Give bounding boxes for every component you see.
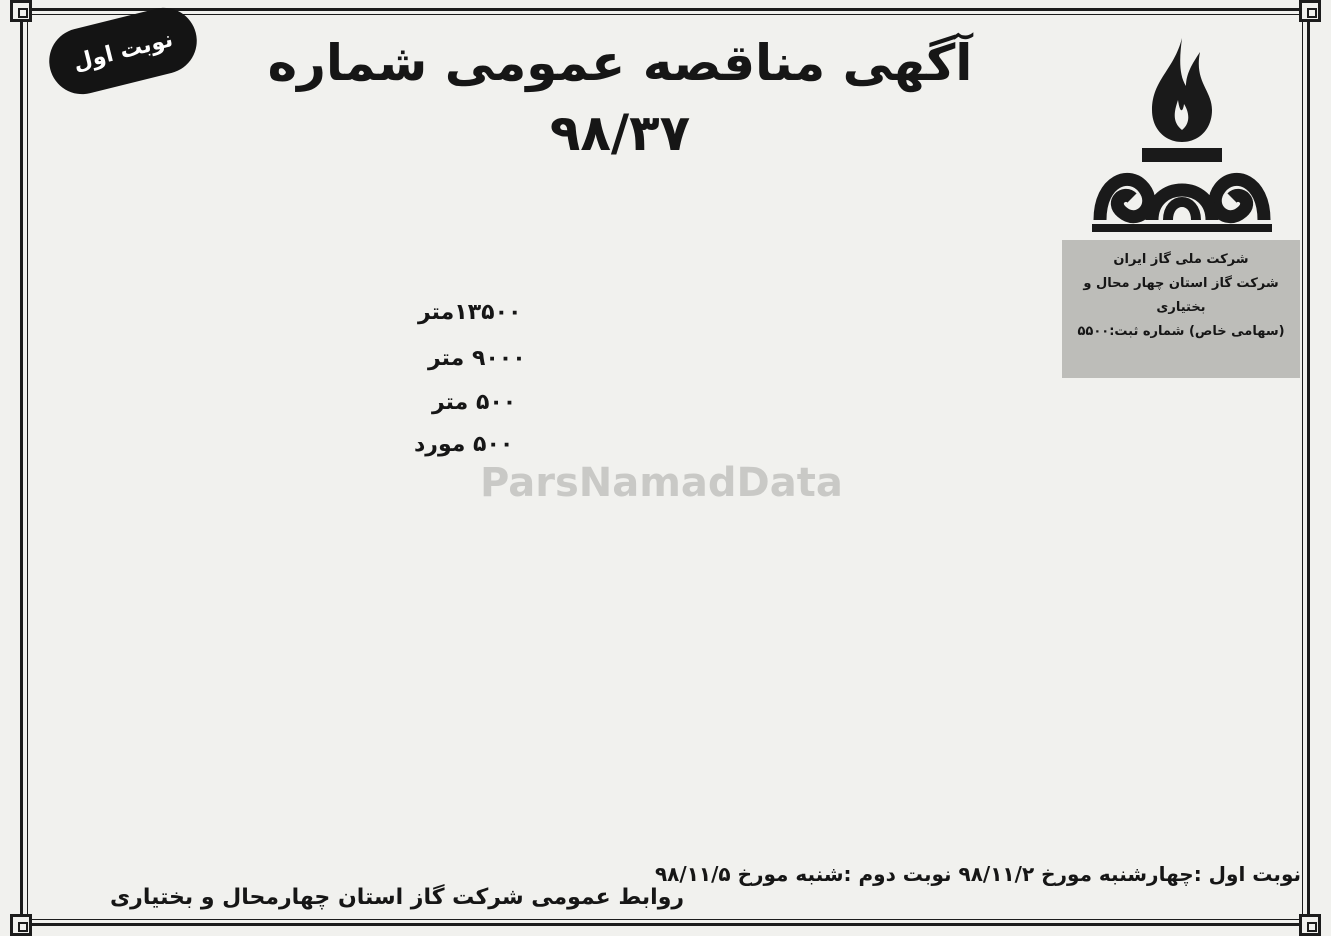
corner-ornament	[10, 0, 32, 22]
logo-line: شرکت ملی گاز ایران	[1113, 252, 1249, 267]
corner-ornament	[1299, 914, 1321, 936]
item-quantity: ۵۰۰ متر	[432, 390, 517, 415]
signature-line: روابط عمومی شرکت گاز استان چهارمحال و بختیاری	[110, 885, 685, 910]
watermark-text: ParsNamadData	[480, 460, 843, 506]
notice-round-badge: نوبت اول	[42, 1, 204, 101]
item-quantity: ۹۰۰۰ متر	[428, 346, 526, 371]
page-title: آگهی مناقصه عمومی شماره ۹۸/۳۷	[267, 34, 973, 162]
logo-caption	[1062, 240, 1300, 378]
company-logo	[1062, 30, 1300, 350]
logo-line: شرکت گاز استان چهار محال و بختیاری	[1083, 276, 1279, 315]
item-quantity: ۵۰۰ مورد	[414, 432, 514, 457]
corner-ornament	[1299, 0, 1321, 22]
corner-ornament	[10, 914, 32, 936]
item-quantity: ۱۳۵۰۰متر	[418, 300, 522, 325]
logo-line: (سهامی خاص) شماره ثبت:۵۵۰۰	[1077, 324, 1285, 339]
flame-logo-icon	[1082, 30, 1282, 235]
publication-dates: نوبت اول :چهارشنبه مورخ ۹۸/۱۱/۲ نوبت دوم :شنبه مورخ ۹۸/۱۱/۵	[654, 862, 1301, 886]
